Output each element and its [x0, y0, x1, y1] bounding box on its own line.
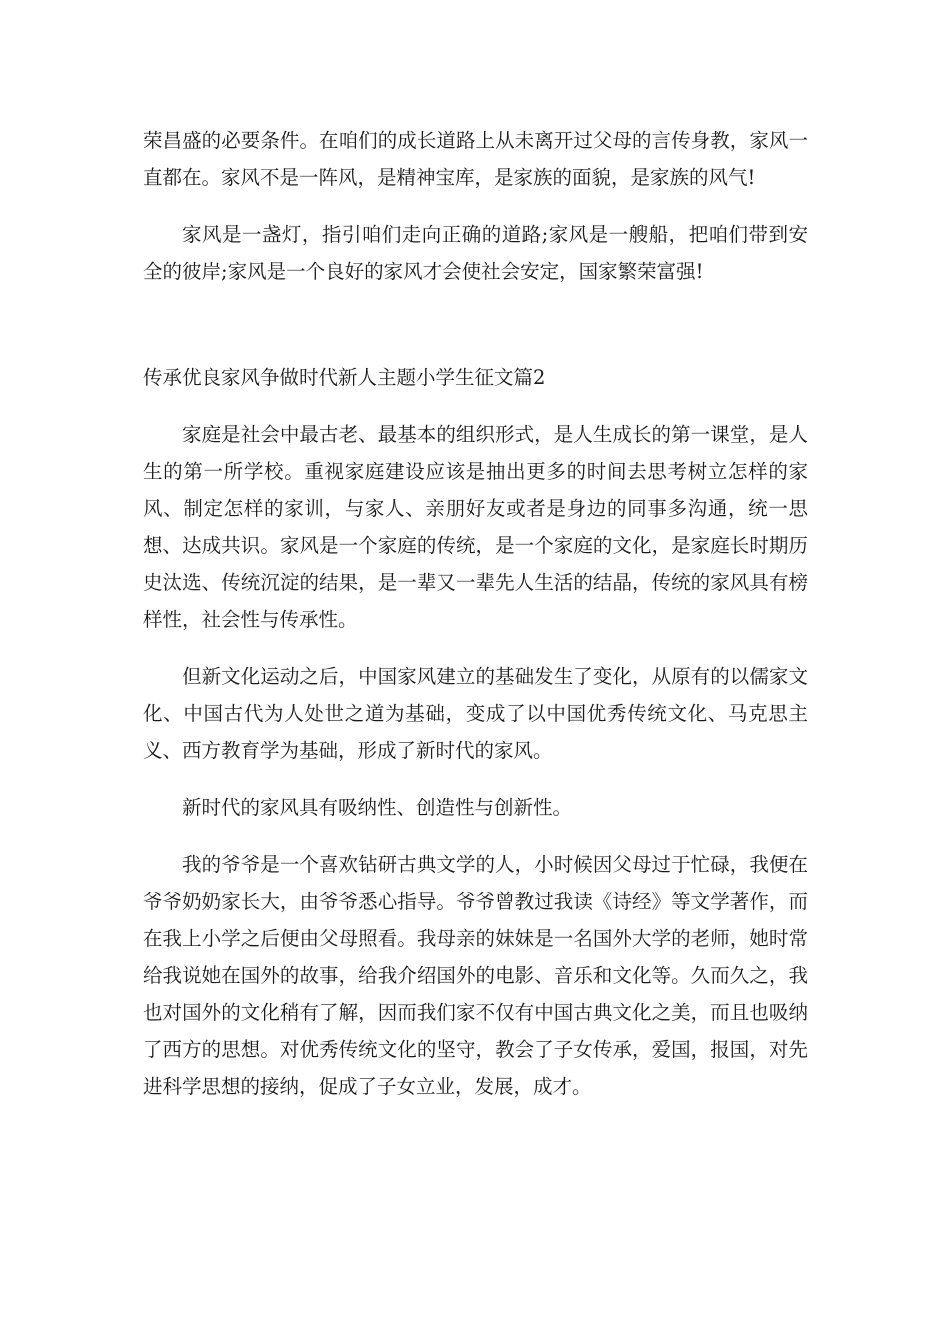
- paragraph: 家庭是社会中最古老、最基本的组织形式，是人生成长的第一课堂，是人生的第一所学校。重视家庭建设应该是抽出更多的时间去思考树立怎样的家风、制定怎样的家训，与家人、亲朋好友或者是身边的同事多沟通，统一思想、达成共识。家风是一个家庭的传统，是一个家庭的文化，是家庭长时期历史汰选、传统沉淀的结果，是一辈又一辈先人生活的结晶，传统的家风具有榜样性，社会性与传承性。: [143, 423, 808, 631]
- document-body: [143, 122, 808, 1105]
- paragraph-continued: 荣昌盛的必要条件。在咱们的成长道路上从未离开过父母的言传身教，家风一直都在。家风不是一阵风，是精神宝库，是家族的面貌，是家族的风气!: [143, 129, 808, 189]
- paragraph: 但新文化运动之后，中国家风建立的基础发生了变化，从原有的以儒家文化、中国古代为人处世之道为基础，变成了以中国优秀传统文化、马克思主义、西方教育学为基础，形成了新时代的家风。: [143, 665, 808, 762]
- section-title: 传承优良家风争做时代新人主题小学生征文篇2: [143, 366, 546, 389]
- paragraph: 家风是一盏灯，指引咱们走向正确的道路;家风是一艘船，把咱们带到安全的彼岸;家风是一个良好的家风才会使社会安定，国家繁荣富强!: [143, 223, 808, 283]
- paragraph: 我的爷爷是一个喜欢钻研古典文学的人，小时候因父母过于忙碌，我便在爷爷奶奶家长大，由爷爷悉心指导。爷爷曾教过我读《诗经》等文学著作，而在我上小学之后便由父母照看。我母亲的妹妹是一名国外大学的老师，她时常给我说她在国外的故事，给我介绍国外的电影、音乐和文化等。久而久之，我也对国外的文化稍有了解，因而我们家不仅有中国古典文化之美，而且也吸纳了西方的思想。对优秀传统文化的坚守，教会了子女传承，爱国，报国，对先进科学思想的接纳，促成了子女立业，发展，成才。: [143, 853, 808, 1098]
- paragraph: 新时代的家风具有吸纳性、创造性与创新性。: [182, 796, 573, 819]
